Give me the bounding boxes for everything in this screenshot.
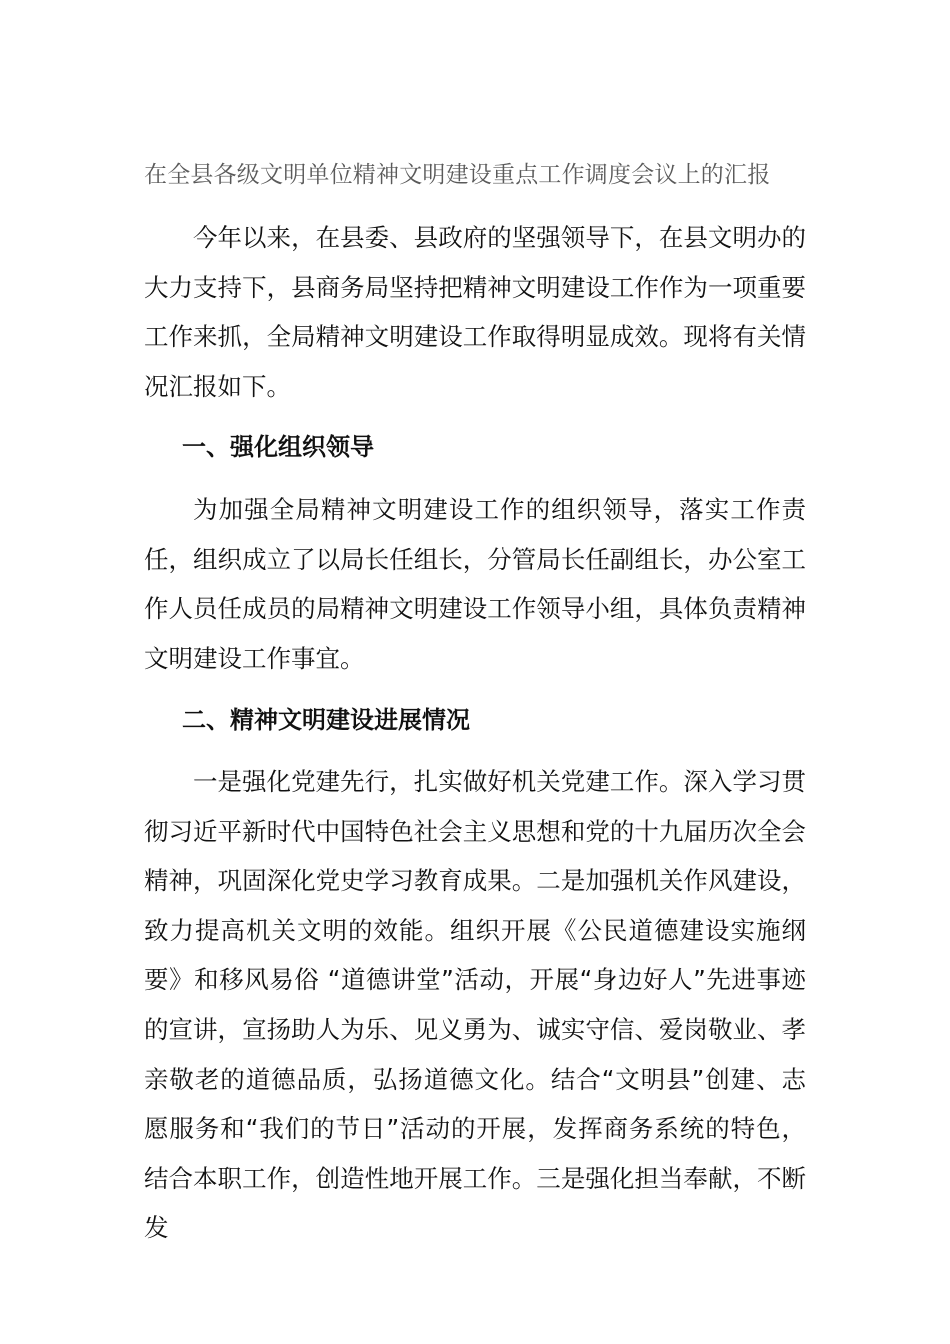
section-heading-organization: 一、强化组织领导	[182, 433, 374, 461]
section-body-progress: 一是强化党建先行，扎实做好机关党建工作。深入学习贯彻习近平新时代中国特色社会主义思想和党的十九届历次全会精神，巩固深化党史学习教育成果。二是加强机关作风建设，致力提高机关文明的效能。组织开展《公民道德建设实施纲要》和移风易俗 “道德讲堂”活动，开展“身边好人”先进事迹的宣讲，宣扬助人为乐、见义勇为、诚实守信、爱岗敬业、孝亲敬老的道德品质，弘扬道德文化。结合“文明县”创建、志愿服务和“我们的节日”活动的开展，发挥商务系统的特色，结合本职工作，创造性地开展工作。三是强化担当奉献，不断发	[144, 767, 806, 1243]
section-heading-progress: 二、精神文明建设进展情况	[182, 706, 470, 734]
section-body-organization: 为加强全局精神文明建设工作的组织领导，落实工作责任，组织成立了以局长任组长，分管局长任副组长，办公室工作人员任成员的局精神文明建设工作领导小组，具体负责精神文明建设工作事宜。	[144, 495, 806, 673]
document-title: 在全县各级文明单位精神文明建设重点工作调度会议上的汇报	[144, 162, 771, 188]
intro-paragraph: 今年以来，在县委、县政府的坚强领导下，在县文明办的大力支持下，县商务局坚持把精神文明建设工作作为一项重要工作来抓，全局精神文明建设工作取得明显成效。现将有关情况汇报如下。	[144, 223, 806, 401]
